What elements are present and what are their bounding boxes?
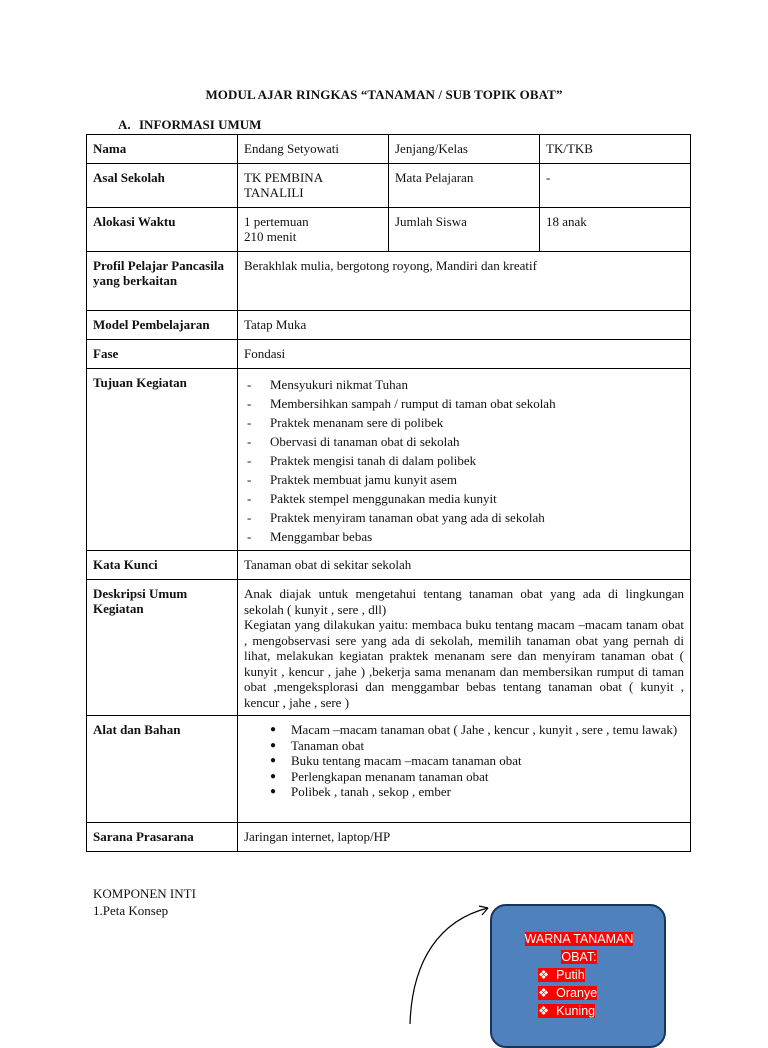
asal-value-line1: TK PEMBINA bbox=[244, 170, 324, 185]
concept-item-highlight bbox=[538, 986, 597, 1000]
alat-label: Alat dan Bahan bbox=[87, 716, 238, 823]
fase-label: Fase bbox=[87, 340, 238, 369]
concept-box-title bbox=[514, 930, 644, 966]
tujuan-list bbox=[244, 375, 684, 546]
alokasi-value bbox=[238, 208, 389, 252]
table-row bbox=[87, 135, 691, 164]
concept-title-line2: OBAT: bbox=[561, 950, 597, 964]
table-row bbox=[87, 252, 691, 311]
table-row bbox=[87, 551, 691, 580]
profil-label: Profil Pelajar Pancasila yang berkaitan bbox=[87, 252, 238, 311]
asal-value bbox=[238, 164, 389, 208]
list-item: - Praktek mengisi tanah di dalam polibek bbox=[244, 451, 684, 470]
section-heading bbox=[118, 117, 261, 133]
model-value: Tatap Muka bbox=[238, 311, 691, 340]
list-item: ● Perlengkapan menanam tanaman obat bbox=[244, 769, 684, 785]
concept-item bbox=[538, 984, 597, 1002]
tujuan-value bbox=[238, 369, 691, 551]
tujuan-label: Tujuan Kegiatan bbox=[87, 369, 238, 551]
concept-item-highlight bbox=[538, 968, 585, 982]
list-item: - Praktek menanam sere di polibek bbox=[244, 413, 684, 432]
jenjang-label: Jenjang/Kelas bbox=[389, 135, 540, 164]
concept-item bbox=[538, 1002, 595, 1020]
list-item: ● Buku tentang macam –macam tanaman obat bbox=[244, 753, 684, 769]
diamond-bullet-icon: ❖ bbox=[538, 968, 550, 982]
info-table bbox=[86, 134, 691, 852]
table-row bbox=[87, 340, 691, 369]
table-row bbox=[87, 823, 691, 852]
diamond-bullet-icon: ❖ bbox=[538, 986, 550, 1000]
table-row bbox=[87, 580, 691, 716]
jumlah-label: Jumlah Siswa bbox=[389, 208, 540, 252]
mapel-label: Mata Pelajaran bbox=[389, 164, 540, 208]
concept-item bbox=[538, 966, 585, 984]
document-title: MODUL AJAR RINGKAS “TANAMAN / SUB TOPIK OBAT” bbox=[205, 87, 563, 102]
table-row bbox=[87, 369, 691, 551]
alokasi-value-line1: 1 pertemuan bbox=[244, 214, 309, 229]
list-item: - Membersihkan sampah / rumput di taman obat sekolah bbox=[244, 394, 684, 413]
section-title: INFORMASI UMUM bbox=[139, 117, 262, 132]
nama-value: Endang Setyowati bbox=[238, 135, 389, 164]
alat-list bbox=[244, 722, 684, 800]
table-row bbox=[87, 208, 691, 252]
mapel-value: - bbox=[540, 164, 691, 208]
table-row bbox=[87, 716, 691, 823]
kata-label: Kata Kunci bbox=[87, 551, 238, 580]
asal-label: Asal Sekolah bbox=[87, 164, 238, 208]
alat-value bbox=[238, 716, 691, 823]
list-item: - Mensyukuri nikmat Tuhan bbox=[244, 375, 684, 394]
diamond-bullet-icon: ❖ bbox=[538, 1004, 550, 1018]
concept-item-label: Kuning bbox=[556, 1004, 596, 1018]
komponen-heading: KOMPONEN INTI bbox=[93, 886, 196, 901]
alokasi-value-line2: 210 menit bbox=[244, 229, 297, 244]
nama-label: Nama bbox=[87, 135, 238, 164]
list-item: - Obervasi di tanaman obat di sekolah bbox=[244, 432, 684, 451]
concept-item-label: Putih bbox=[556, 968, 585, 982]
kata-value: Tanaman obat di sekitar sekolah bbox=[238, 551, 691, 580]
deskripsi-paragraph-2: Kegiatan yang dilakukan yaitu: membaca buku tentang macam –macam tanam obat , mengobservasi sere yang ada di sekolah, memilih tanaman obat yang pernah di lihat, melakukan kegiatan praktek menanam sere dan menyiram tanaman obat ( kunyit , kencur , jahe ) ,bekerja sama menanam dan membersikan rumput di taman obat ,mengeksplorasi dan menggambar bebas tentang tanaman obat ( kunyit , kencur , jahe , sere ) bbox=[244, 617, 684, 710]
list-item: ● Tanaman obat bbox=[244, 738, 684, 754]
concept-title-line1: WARNA TANAMAN bbox=[524, 932, 634, 946]
concept-arrow-icon bbox=[400, 890, 500, 1024]
jenjang-value: TK/TKB bbox=[540, 135, 691, 164]
deskripsi-label: Deskripsi Umum Kegiatan bbox=[87, 580, 238, 716]
table-row bbox=[87, 311, 691, 340]
jumlah-value: 18 anak bbox=[540, 208, 691, 252]
sarana-value: Jaringan internet, laptop/HP bbox=[238, 823, 691, 852]
list-item: - Praktek menyiram tanaman obat yang ada di sekolah bbox=[244, 508, 684, 527]
table-row bbox=[87, 164, 691, 208]
list-item: - Paktek stempel menggunakan media kunyit bbox=[244, 489, 684, 508]
komponen-inti bbox=[93, 885, 196, 919]
list-item: - Praktek membuat jamu kunyit asem bbox=[244, 470, 684, 489]
komponen-subheading: 1.Peta Konsep bbox=[93, 903, 169, 918]
asal-value-line2: TANALILI bbox=[244, 185, 304, 200]
sarana-label: Sarana Prasarana bbox=[87, 823, 238, 852]
deskripsi-value bbox=[238, 580, 691, 716]
profil-value: Berakhlak mulia, bergotong royong, Mandiri dan kreatif bbox=[238, 252, 691, 311]
section-number: A. bbox=[118, 117, 131, 132]
list-item: - Menggambar bebas bbox=[244, 527, 684, 546]
alokasi-label: Alokasi Waktu bbox=[87, 208, 238, 252]
model-label: Model Pembelajaran bbox=[87, 311, 238, 340]
concept-item-highlight bbox=[538, 1004, 595, 1018]
fase-value: Fondasi bbox=[238, 340, 691, 369]
concept-box-warna bbox=[490, 904, 666, 1048]
list-item: ● Macam –macam tanaman obat ( Jahe , kencur , kunyit , sere , temu lawak) bbox=[244, 722, 684, 738]
concept-item-label: Oranye bbox=[556, 986, 598, 1000]
list-item: ● Polibek , tanah , sekop , ember bbox=[244, 784, 684, 800]
deskripsi-paragraph-1: Anak diajak untuk mengetahui tentang tanaman obat yang ada di lingkungan sekolah ( kunyit , sere , dll) bbox=[244, 586, 684, 617]
